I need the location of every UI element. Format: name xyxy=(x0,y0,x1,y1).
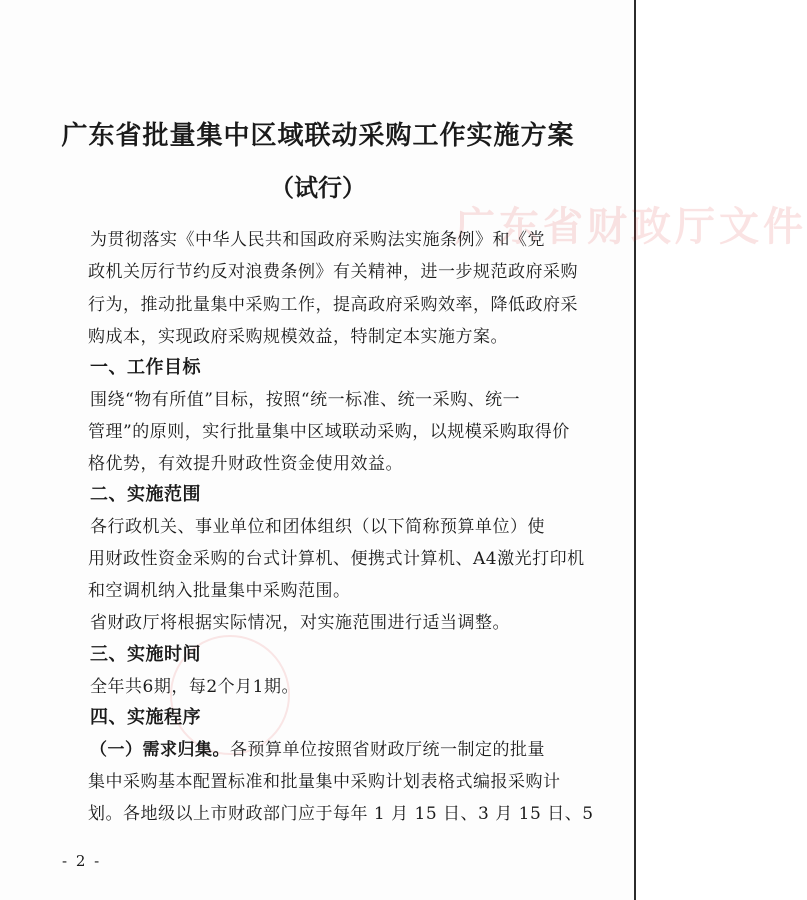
paragraph-line: 为贯彻落实《中华人民共和国政府采购法实施条例》和《党 xyxy=(90,230,545,250)
paragraph-line: 全年共6期，每2个月1期。 xyxy=(90,677,299,697)
document-subtitle: （试行） xyxy=(270,173,366,202)
page-number: - 2 - xyxy=(62,852,102,870)
paragraph-line: 管理”的原则，实行批量集中区域联动采购，以规模采购取得价 xyxy=(88,422,570,442)
subsection-lead: （一）需求归集。 xyxy=(90,740,230,760)
watermark: 广东省财政厅文件 xyxy=(455,203,807,250)
section-heading: 一、工作目标 xyxy=(90,357,201,378)
paragraph-line: 围绕“物有所值”目标，按照“统一标准、统一采购、统一 xyxy=(90,390,521,410)
paragraph-line: 用财政性资金采购的台式计算机、便携式计算机、A4激光打印机 xyxy=(88,549,585,569)
section-heading: 二、实施范围 xyxy=(90,484,201,505)
subsection-text: 各预算单位按照省财政厅统一制定的批量 xyxy=(230,740,545,760)
paragraph-line: 政机关厉行节约反对浪费条例》有关精神，进一步规范政府采购 xyxy=(88,262,578,282)
section-heading: 三、实施时间 xyxy=(90,644,201,665)
paragraph-line: 格优势，有效提升财政性资金使用效益。 xyxy=(88,454,403,474)
document-title: 广东省批量集中区域联动采购工作实施方案 xyxy=(61,121,575,151)
paragraph-line: 购成本，实现政府采购规模效益，特制定本实施方案。 xyxy=(88,327,508,347)
paragraph-line: 行为，推动批量集中采购工作，提高政府采购效率，降低政府采 xyxy=(88,295,578,315)
section-heading: 四、实施程序 xyxy=(90,707,201,728)
paragraph-line: 和空调机纳入批量集中采购范围。 xyxy=(88,581,351,601)
paragraph-line: 省财政厅将根据实际情况，对实施范围进行适当调整。 xyxy=(90,613,510,633)
paragraph-line: 各行政机关、事业单位和团体组织（以下简称预算单位）使 xyxy=(90,517,545,537)
paragraph-line: 划。各地级以上市财政部门应于每年 1 月 15 日、3 月 15 日、5 xyxy=(88,804,594,824)
paragraph-line xyxy=(90,738,560,762)
paragraph-line: 集中采购基本配置标准和批量集中采购计划表格式编报采购计 xyxy=(88,772,561,792)
